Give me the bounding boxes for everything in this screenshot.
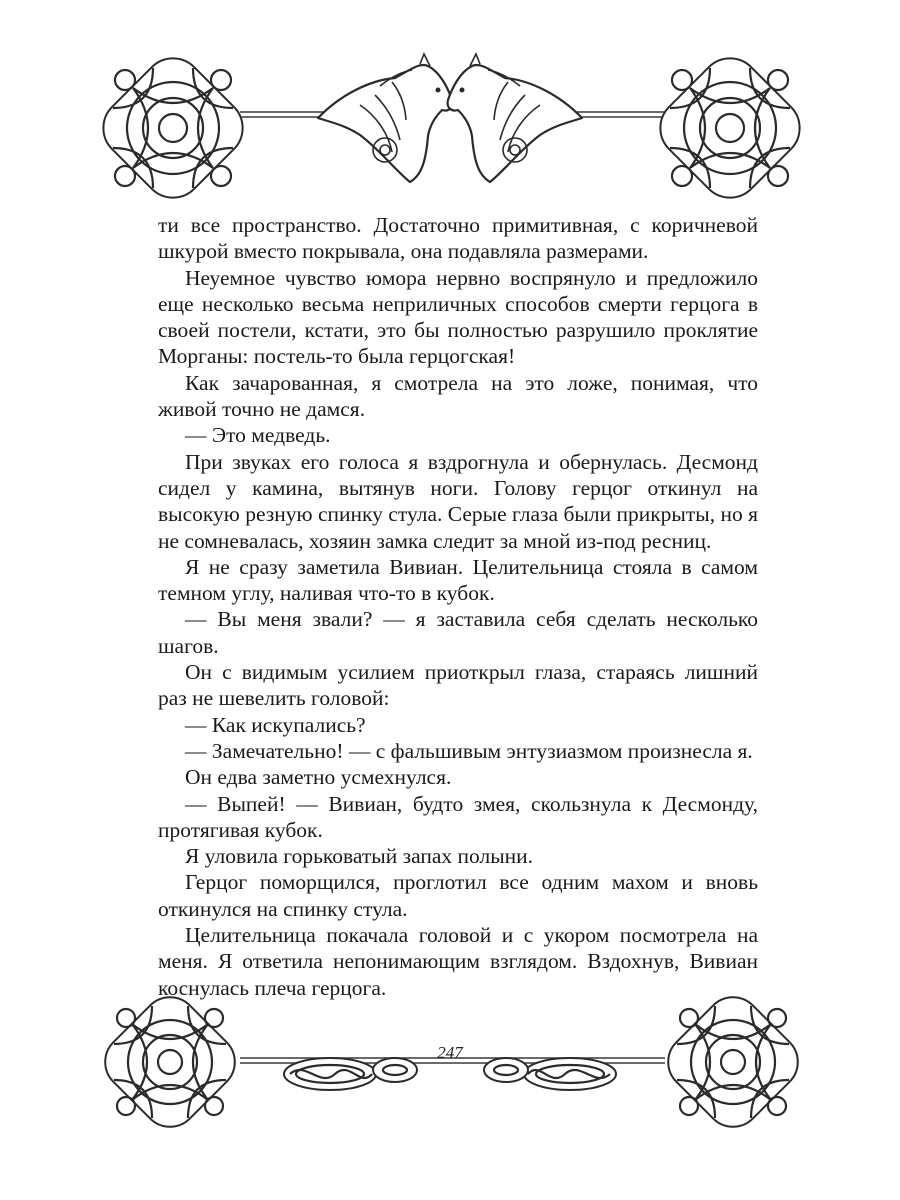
footer-ornament — [0, 990, 900, 1150]
paragraph-12: — Выпей! — Вивиан, будто змея, скользнула к Десмонду, протягивая кубок. — [158, 791, 758, 842]
paragraph-6: Я не сразу заметила Вивиан. Целительница стояла в самом темном углу, наливая что-то в кубок. — [158, 554, 758, 606]
paragraph-1: ти все пространство. Достаточно примитивная, с коричневой шкурой вместо покрывала, она подавляла размерами. — [158, 213, 758, 264]
horse-icon-right — [448, 54, 582, 182]
paragraph-9: — Как искупались? — [185, 712, 366, 737]
paragraph-5: При звуках его голоса я вздрогнула и обернулась. Десмонд сидел у камина, вытянув ноги. Голову герцог откинул на высокую резную спинку стула. Серые глаза были прикрыты, но я не сомневалась, хозяин замка следит за мной из-под ресниц. — [158, 449, 758, 553]
horse-icon-left — [318, 54, 452, 182]
paragraph-10: — Замечательно! — с фальшивым энтузиазмом произнесла я. — [185, 738, 753, 763]
celtic-knot-icon-top-right — [648, 46, 812, 210]
paragraph-2: Неуемное чувство юмора нервно воспрянуло и предложило еще несколько весьма неприличных способов смерти герцога в своей постели, кстати, это бы полностью разрушило проклятие Морганы: постель-то была герцогская! — [158, 265, 758, 369]
paragraph-7: — Вы меня звали? — я заставила себя сделать несколько шагов. — [158, 607, 758, 658]
header-ornament — [0, 0, 900, 205]
chain-links-icon-left — [284, 1058, 417, 1090]
paragraph-3: Как зачарованная, я смотрела на это ложе, понимая, что живой точно не дамся. — [158, 370, 758, 422]
celtic-knot-icon-bottom-right — [657, 986, 810, 1139]
paragraph-15: Целительница покачала головой и с укором посмотрела на меня. Я ответила непонимающим взглядом. Вздохнув, Вивиан коснулась плеча герцога. — [158, 923, 758, 1000]
celtic-knot-icon-bottom-left — [94, 986, 247, 1139]
paragraph-13: Я уловила горьковатый запах полыни. — [185, 844, 534, 869]
paragraph-8: Он с видимым усилием приоткрыл глаза, стараясь лишний раз не шевелить головой: — [158, 660, 758, 711]
page-text — [158, 212, 758, 1001]
celtic-knot-icon-top-left — [91, 46, 255, 210]
chain-links-icon-right — [484, 1058, 616, 1090]
paragraph-4: — Это медведь. — [185, 423, 331, 448]
paragraph-11: Он едва заметно усмехнулся. — [185, 765, 452, 790]
page-number: 247 — [437, 1043, 463, 1062]
paragraph-14: Герцог поморщился, проглотил все одним махом и вновь откинулся на спинку стула. — [158, 870, 758, 921]
